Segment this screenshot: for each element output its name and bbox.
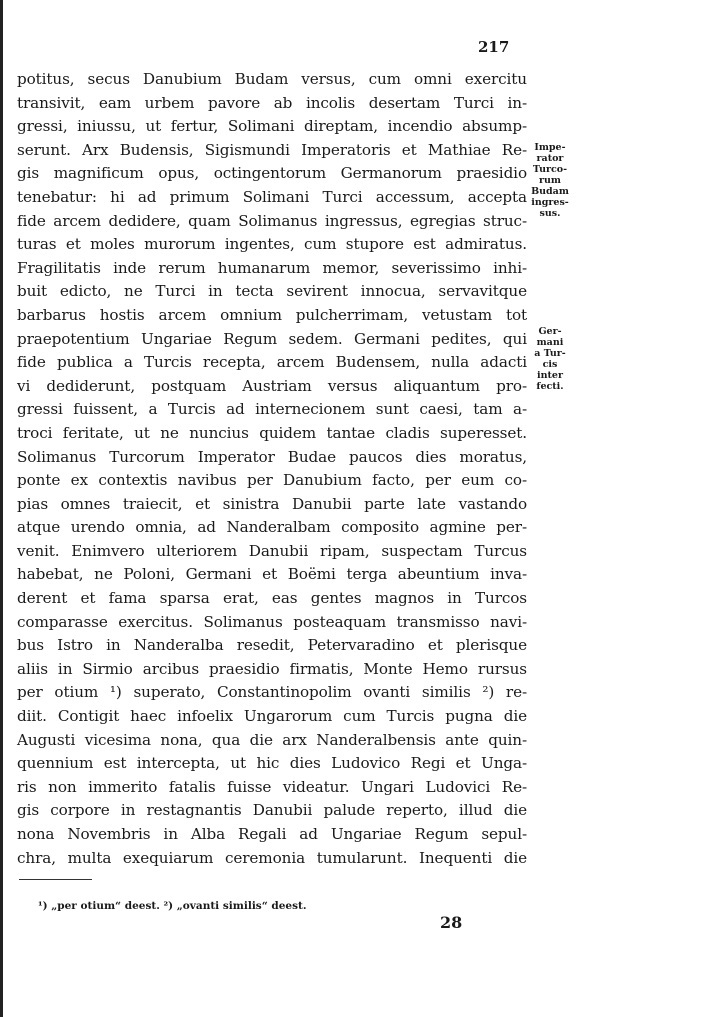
text-line: pias omnes traiecit, et sinistra Danubii parte late vastando xyxy=(17,494,527,513)
text-line: serunt. Arx Budensis, Sigismundi Imperatoris et Mathiae Re- xyxy=(17,140,527,159)
text-line: gressi fuissent, a Turcis ad internecionem sunt caesi, tam a- xyxy=(17,400,527,419)
text-line: bus Istro in Nanderalba resedit, Petervaradino et plerisque xyxy=(17,636,527,655)
text-line: tenebatur: hi ad primum Solimani Turci accessum, accepta xyxy=(17,187,527,206)
margin-note-line: Turco- xyxy=(532,164,568,175)
margin-note-line: cis xyxy=(542,359,558,370)
text-line: buit edicto, ne Turci in tecta sevirent innocua, servavitque xyxy=(17,282,527,301)
text-line: comparasse exercitus. Solimanus posteaquam transmisso navi- xyxy=(17,612,527,631)
text-line: praepotentium Ungariae Regum sedem. Germani pedites, qui xyxy=(17,329,527,348)
text-line: potitus, secus Danubium Budam versus, cum omni exercitu xyxy=(17,70,527,88)
text-line: Fragilitatis inde rerum humanarum memor, severissimo inhi- xyxy=(17,258,527,277)
margin-note-line: Impe- xyxy=(534,142,566,153)
text-line: ris non immerito fatalis fuisse videatur. Ungari Ludovici Re- xyxy=(17,777,527,796)
text-line: turas et moles murorum ingentes, cum stupore est admiratus. xyxy=(17,235,527,254)
signature-mark: 28 xyxy=(440,913,463,932)
margin-note-line: a Tur- xyxy=(534,348,566,359)
text-line: troci feritate, ut ne nuncius quidem tantae cladis superesset. xyxy=(17,423,527,442)
text-line: fide publica a Turcis recepta, arcem Budensem, nulla adacti xyxy=(17,353,527,372)
page-number: 217 xyxy=(478,38,510,56)
text-line: gis corpore in restagnantis Danubii palude reperto, illud die xyxy=(17,801,527,820)
text-line: Solimanus Turcorum Imperator Budae paucos dies moratus, xyxy=(17,447,527,466)
body-text xyxy=(17,68,527,870)
page-edge-shadow xyxy=(0,0,3,1017)
text-line: fide arcem dedidere, quam Solimanus ingressus, egregias struc- xyxy=(17,211,527,230)
footnote-rule xyxy=(19,879,92,880)
text-line: chra, multa exequiarum ceremonia tumularunt. Inequenti die xyxy=(17,848,527,867)
margin-note-line: mani xyxy=(536,337,564,348)
text-line: gis magnificum opus, octingentorum Germanorum praesidio xyxy=(17,164,527,183)
text-line: gressi, iniussu, ut fertur, Solimani direptam, incendio absump- xyxy=(17,117,527,136)
text-line: Augusti vicesima nona, qua die arx Nanderalbensis ante quin- xyxy=(17,730,527,749)
text-line: nona Novembris in Alba Regali ad Ungariae Regum sepul- xyxy=(17,825,527,843)
margin-note-line: sus. xyxy=(539,208,561,219)
text-line: quennium est intercepta, ut hic dies Ludovico Regi et Unga- xyxy=(17,754,527,773)
margin-note-line: inter xyxy=(537,370,563,381)
text-line: habebat, ne Poloni, Germani et Boëmi terga abeuntium inva- xyxy=(17,565,527,584)
text-line: transivit, eam urbem pavore ab incolis desertam Turci in- xyxy=(17,93,527,112)
text-line: per otium ¹) superato, Constantinopolim ovanti similis ²) re- xyxy=(17,683,527,702)
margin-note-line: rum xyxy=(539,175,561,186)
footnote: ¹) „per otium“ deest. ²) „ovanti similis“ deest. xyxy=(38,900,307,912)
text-line: ponte ex contextis navibus per Danubium facto, per eum co- xyxy=(17,471,527,490)
margin-note-line: ingres- xyxy=(531,197,569,208)
margin-note-line: rator xyxy=(536,153,564,164)
margin-note-line: fecti. xyxy=(536,381,564,392)
text-line: aliis in Sirmio arcibus praesidio firmatis, Monte Hemo rursus xyxy=(17,659,527,678)
text-line: barbarus hostis arcem omnium pulcherrimam, vetustam tot xyxy=(17,305,527,324)
margin-note-germans-killed xyxy=(528,326,572,392)
margin-note-emperor-enters-buda xyxy=(528,142,572,219)
text-line: atque urendo omnia, ad Nanderalbam composito agmine per- xyxy=(17,518,527,537)
margin-note-line: Ger- xyxy=(538,326,562,337)
text-line: vi dediderunt, postquam Austriam versus aliquantum pro- xyxy=(17,376,527,395)
margin-note-line: Budam xyxy=(531,186,569,197)
text-line: venit. Enimvero ulteriorem Danubii ripam, suspectam Turcus xyxy=(17,541,527,560)
text-line: diit. Contigit haec infoelix Ungarorum cum Turcis pugna die xyxy=(17,707,527,726)
text-line: derent et fama sparsa erat, eas gentes magnos in Turcos xyxy=(17,589,527,608)
